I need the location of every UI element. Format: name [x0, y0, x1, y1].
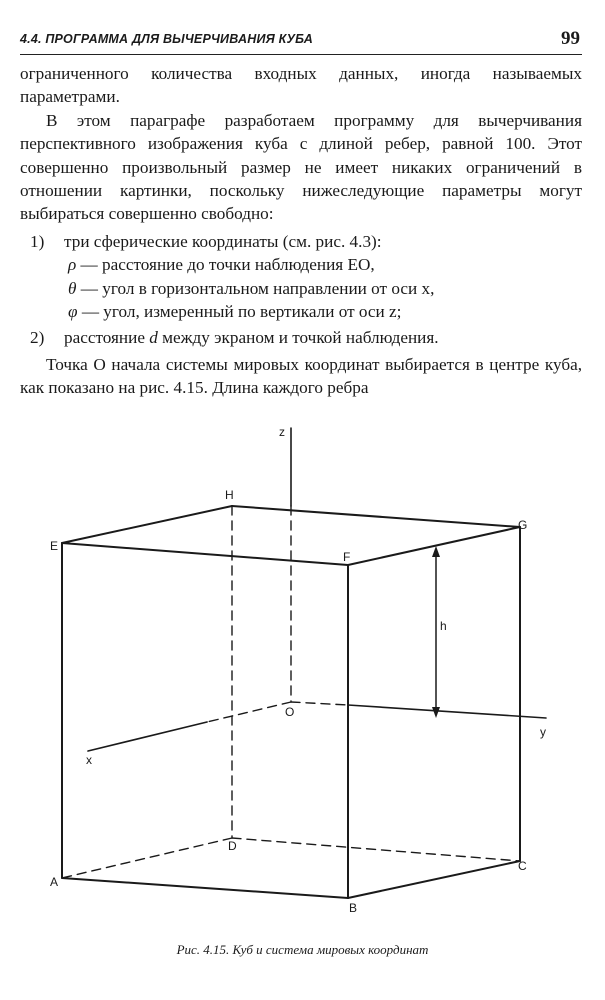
x-axis: [88, 722, 207, 751]
edge-FG: [348, 527, 520, 565]
label-z: z: [279, 425, 285, 439]
list-number: 2): [30, 328, 45, 348]
label-O: O: [285, 705, 295, 719]
label-B: B: [349, 901, 358, 915]
list-item-1: [20, 230, 582, 253]
label-y: y: [540, 725, 546, 739]
edge-GH: [232, 506, 520, 527]
edge-BC: [348, 861, 520, 898]
theta-symbol: θ: [68, 278, 77, 298]
label-D: D: [228, 839, 237, 853]
cube-figure: [0, 410, 605, 950]
label-A: A: [50, 875, 59, 889]
paragraph-1: ограниченного количества входных данных, иногда называемых параметрами.: [20, 64, 582, 107]
list-item-text-before: расстояние: [64, 328, 150, 348]
param-rho: [20, 253, 582, 276]
x-axis-hidden: [207, 702, 291, 722]
rho-symbol: ρ: [68, 255, 77, 275]
page-number: 99: [561, 28, 580, 49]
body-text: [20, 62, 582, 400]
figure-caption: Рис. 4.15. Куб и система мировых координат: [176, 942, 429, 957]
edge-DC-hidden: [232, 838, 520, 861]
list-item-text: три сферические координаты (см. рис. 4.3):: [64, 231, 382, 251]
list-item-2: [20, 326, 582, 349]
param-phi: [20, 300, 582, 323]
running-title: 4.4. ПРОГРАММА ДЛЯ ВЫЧЕРЧИВАНИЯ КУБА: [20, 32, 313, 46]
phi-symbol: φ: [68, 302, 78, 322]
param-theta: [20, 277, 582, 300]
d-symbol: d: [149, 328, 158, 348]
label-C: C: [518, 859, 527, 873]
phi-text: — угол, измеренный по вертикали от оси z;: [77, 302, 402, 322]
y-axis: [348, 705, 546, 718]
h-arrow-bottom-icon: [432, 707, 440, 718]
edge-AB: [62, 878, 348, 898]
running-header: [20, 28, 582, 55]
list-item-text-after: между экраном и точкой наблюдения.: [157, 328, 439, 348]
label-h: h: [440, 619, 447, 633]
label-G: G: [518, 518, 528, 532]
label-F: F: [343, 550, 351, 564]
paragraph-3: Точка O начала системы мировых координат выбирается в центре куба, как показано на рис. 4.15. Длина каждого ребра: [20, 354, 582, 398]
edge-EF: [62, 543, 351, 565]
cube-diagram: [0, 410, 605, 950]
label-H: H: [225, 488, 234, 502]
y-axis-hidden: [291, 702, 348, 705]
edge-DA-hidden: [62, 838, 232, 878]
list-number: 1): [30, 231, 45, 251]
paragraph-2: В этом параграфе разработаем программу для вычерчивания перспективного изображения куба с длиной ребер, равной 100. Этот совершенно произвольный размер не имеет никаких ограничений в отношении картинки, поскольку нижеследующие параметры могут выбираться совершенно свободно:: [20, 110, 582, 224]
label-x: x: [86, 753, 92, 767]
h-arrow-top-icon: [432, 546, 440, 557]
label-E: E: [50, 539, 59, 553]
rho-text: — расстояние до точки наблюдения EO,: [76, 255, 375, 275]
theta-text: — угол в горизонтальном направлении от оси x,: [76, 278, 435, 298]
edge-HE: [62, 506, 232, 543]
